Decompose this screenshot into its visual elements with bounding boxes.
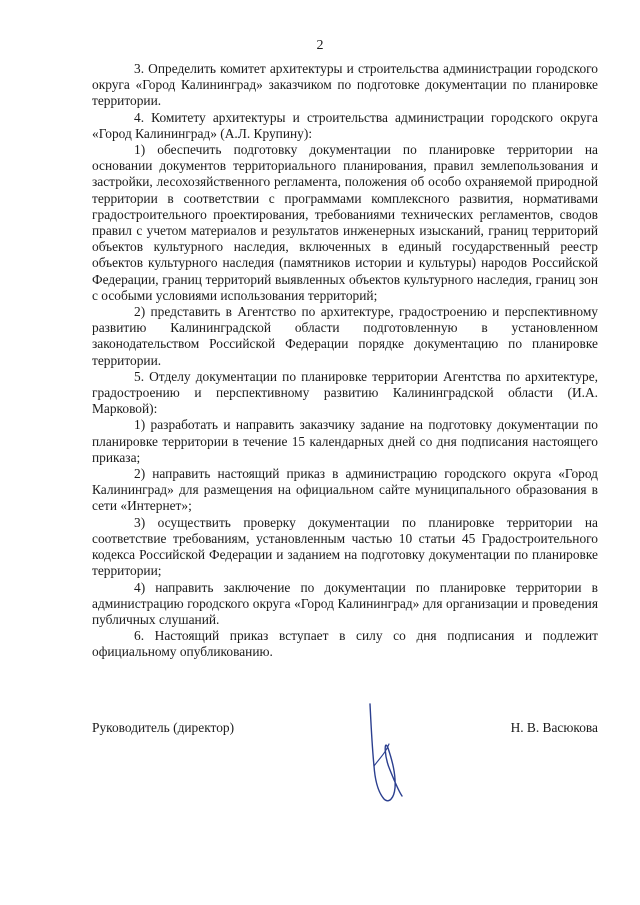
paragraph-5-3: 3) осуществить проверку документации по планировке территории на соответствие требованиям, установленным частью 10 статьи 45 Градостроительного кодекса Российской Федерации и заданием на подготовку документации по планировке территории;: [92, 514, 598, 579]
paragraph-4: 4. Комитету архитектуры и строительства администрации городского округа «Город Калининград» (А.Л. Крупину):: [92, 109, 598, 141]
signatory-title: Руководитель (директор): [92, 720, 235, 735]
document-body: [92, 61, 598, 661]
signature-block: [92, 720, 598, 740]
paragraph-4-2: 2) представить в Агентство по архитектуре, градостроению и перспективному развитию Калининградской области подготовленную в установленном законодательством Российской Федерации порядке документацию по планировке территории.: [92, 304, 598, 368]
paragraph-5-1: 1) разработать и направить заказчику задание на подготовку документации по планировке территории в течение 15 календарных дней со дня подписания настоящего приказа;: [92, 417, 598, 465]
paragraph-6: 6. Настоящий приказ вступает в силу со дня подписания и подлежит официальному опубликованию.: [92, 628, 598, 660]
paragraph-5-2: 2) направить настоящий приказ в администрацию городского округа «Город Калининград» для размещения на официальном сайте муниципального образования в сети «Интернет»;: [92, 466, 598, 514]
paragraph-4-1: 1) обеспечить подготовку документации по планировке территории на основании документов территориального планирования, правил землепользования и застройки, лесохозяйственного регламента, положения об особо охраняемой природной территории в соответствии с программами комплексного развития, нормативами градостроительного проектирования, требованиями технических регламентов, сводов правил с учетом материалов и результатов инженерных изысканий, границ территорий объектов культурного наследия, включенных в единый государственный реестр объектов культурного наследия (памятников истории и культуры) народов Российской Федерации, границ территорий выявленных объектов культурного наследия, границ зон с особыми условиями использования территорий;: [92, 142, 598, 303]
signatory-name: Н. В. Васюкова: [510, 720, 598, 735]
paragraph-5: 5. Отделу документации по планировке территории Агентства по архитектуре, градостроению и перспективному развитию Калининградской области (И.А. Марковой):: [92, 368, 598, 417]
page-number: 2: [316, 38, 324, 53]
paragraph-3: 3. Определить комитет архитектуры и строительства администрации городского округа «Город Калининград» заказчиком по подготовке документации по планировке территории.: [92, 61, 598, 109]
handwritten-signature: [362, 700, 412, 810]
paragraph-5-4: 4) направить заключение по документации по планировке территории в администрацию городского округа «Город Калининград» для организации и проведения публичных слушаний.: [92, 579, 598, 627]
